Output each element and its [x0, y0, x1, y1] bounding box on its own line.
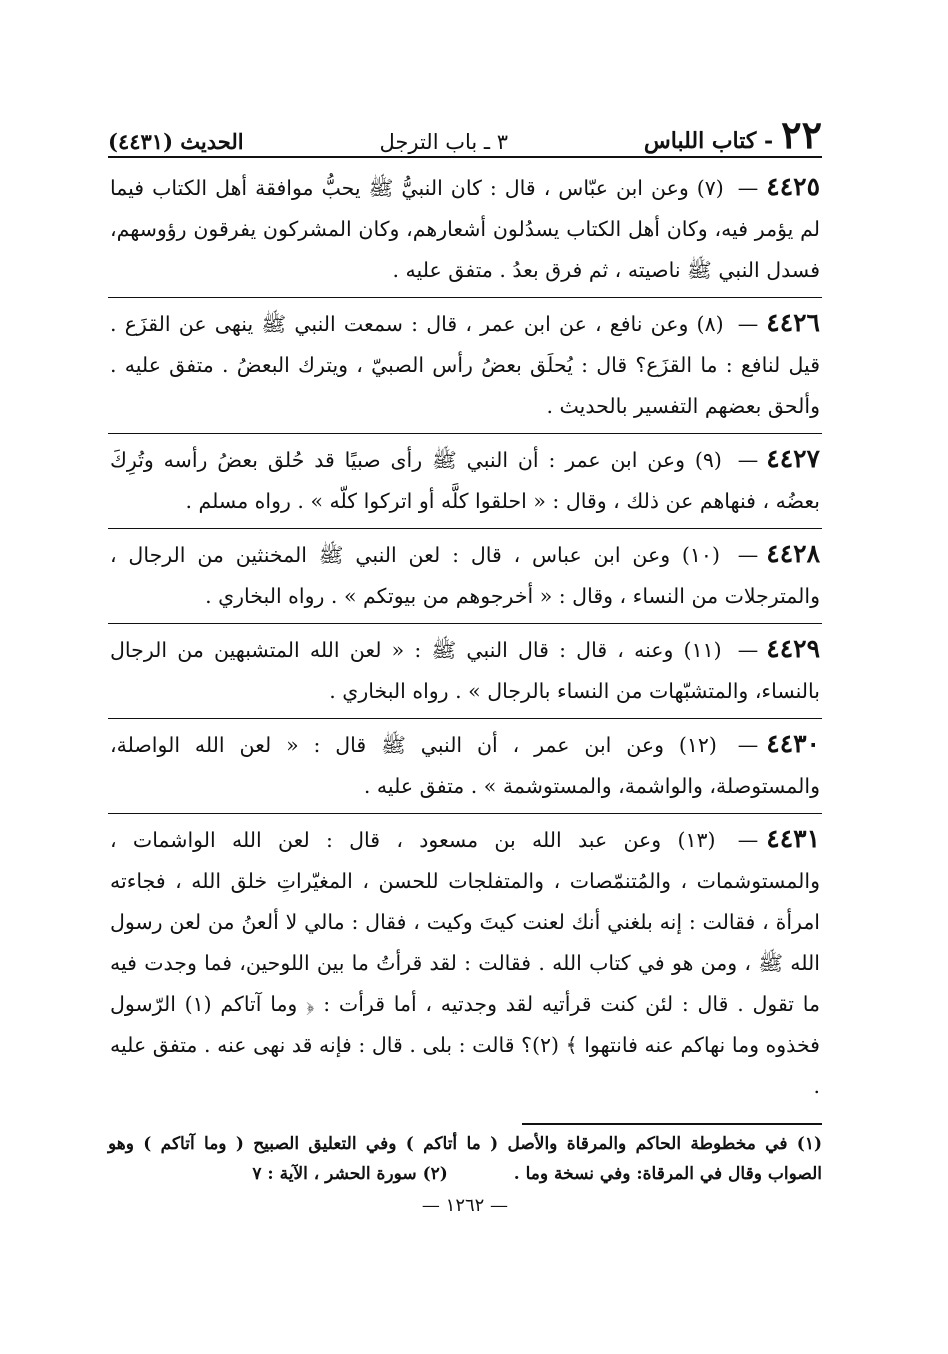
entry-dash: —: [737, 828, 759, 852]
hadith-list: [108, 162, 822, 1113]
hadith-text: (١١) وعنه ، قال : قال النبي ﷺ : « لعن الله المتشبهين من الرجال بالنساء، والمتشبّهات من النساء بالرجال » . رواه البخاري .: [110, 638, 820, 703]
hadith-number: ٤٤٢٩: [766, 634, 820, 663]
hadith-entry: [108, 719, 822, 814]
book-title: - كتاب اللباس: [643, 128, 774, 154]
hadith-text: (٧) وعن ابن عبّاس ، قال : كان النبيُّ ﷺ يحبُّ موافقة أهل الكتاب فيما لم يؤمر فيه، وكان أهل الكتاب يسدُلون أشعارهم، وكان المشركون يفرقون رؤوسهم، فسدل النبي ﷺ ناصيته ، ثم فرق بعدُ . متفق عليه .: [110, 176, 820, 282]
hadith-entry: [108, 434, 822, 529]
hadith-number: ٤٤٣٠: [766, 729, 820, 758]
hadith-range: الحديث (٤٤٣١): [108, 129, 244, 154]
entry-dash: —: [737, 312, 759, 336]
hadith-entry: [108, 624, 822, 719]
page-header: [108, 104, 822, 158]
hadith-entry: [108, 529, 822, 624]
entry-dash: —: [737, 176, 759, 200]
hadith-text: (٩) وعن ابن عمر : أن النبي ﷺ رأى صبيًا قد حُلق بعضُ رأسه وتُرِكَ بعضُه ، فنهاهم عن ذلك ، وقال : « احلقوا كلَّه أو اتركوا كلّه » . رواه مسلم .: [110, 448, 820, 513]
footnote-2: (٢) سورة الحشر ، الآية : ٧: [252, 1164, 448, 1184]
hadith-number: ٤٤٢٧: [766, 444, 820, 473]
hadith-number: ٤٤٣١: [766, 824, 820, 853]
hadith-text: (١٠) وعن ابن عباس ، قال : لعن النبي ﷺ المخنثين من الرجال ، والمترجلات من النساء ، وقال : « أخرجوهم من بيوتكم » . رواه البخاري .: [110, 543, 820, 608]
hadith-text: (١٢) وعن ابن عمر ، أن النبي ﷺ قال : « لعن الله الواصلة، والمستوصلة، والواشمة، والمستوشمة » . متفق عليه .: [110, 733, 820, 798]
chapter-number: ٢٢: [781, 112, 822, 157]
page-number: — ١٢٦٢ —: [421, 1195, 509, 1216]
footnotes: [108, 1125, 822, 1189]
chapter-heading: [643, 112, 822, 157]
hadith-number: ٤٤٢٥: [766, 172, 820, 201]
hadith-number: ٤٤٢٨: [766, 539, 820, 568]
hadith-entry: [108, 162, 822, 298]
hadith-entry: [108, 814, 822, 1113]
hadith-number: ٤٤٢٦: [766, 308, 820, 337]
section-title: ٣ ـ باب الترجل: [379, 130, 508, 154]
hadith-text: (١٣) وعن عبد الله بن مسعود ، قال : لعن الله الواشمات ، والمستوشمات ، والمُتنمّصات ، والمتفلجات للحسن ، المغيّراتِ خلق الله ، فجاءته امرأة ، فقالت : إنه بلغني أنك لعنت كيتَ وكيت ، فقال : مالي لا ألعنُ من لعن رسول الله ﷺ ، ومن هو في كتاب الله . فقالت : لقد قرأتُ ما بين اللوحين، فما وجدت فيه ما تقول . قال : لئن كنت قرأتيه لقد وجدتيه ، أما قرأت : ﴿ وما آتاكم (١) الرّسول فخذوه وما نهاكم عنه فانتهوا ﴾ (٢)؟ قالت : بلى . قال : فإنه قد نهى عنه . متفق عليه .: [110, 828, 820, 1098]
entry-dash: —: [737, 543, 759, 567]
entry-dash: —: [737, 638, 759, 662]
footnote-1: (١) في مخطوطة الحاكم والمرقاة والأصل ( ما أتاكم ) وفي التعليق الصبيح ( وما آتاكم ) وهو الصواب وقال في المرقاة: وفي نسخة وما .: [108, 1134, 822, 1184]
hadith-entry: [108, 298, 822, 434]
entry-dash: —: [737, 448, 759, 472]
entry-dash: —: [737, 733, 759, 757]
hadith-text: (٨) وعن نافع ، عن ابن عمر ، قال : سمعت النبي ﷺ ينهى عن القزَع . قيل لنافع : ما القزَع؟ قال : يُحلَق بعضُ رأس الصبيّ ، ويترك البعضُ . متفق عليه . وألحق بعضهم التفسير بالحديث .: [110, 312, 820, 418]
